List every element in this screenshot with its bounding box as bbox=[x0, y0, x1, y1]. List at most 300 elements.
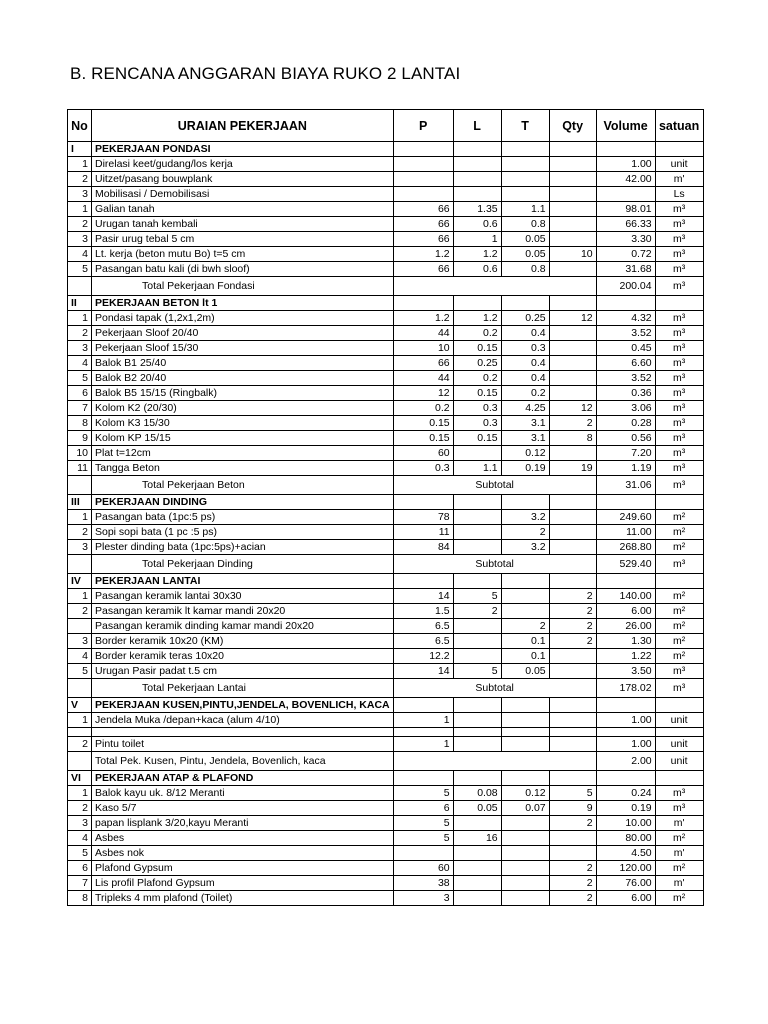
item-p: 78 bbox=[393, 510, 453, 525]
item-t: 0.3 bbox=[501, 341, 549, 356]
item-qty bbox=[549, 831, 596, 846]
empty-cell bbox=[549, 771, 596, 786]
subtotal-label: Subtotal bbox=[393, 679, 596, 698]
item-qty: 2 bbox=[549, 861, 596, 876]
table-row bbox=[68, 619, 704, 634]
item-l: 0.3 bbox=[453, 416, 501, 431]
item-t: 0.8 bbox=[501, 262, 549, 277]
item-unit: m² bbox=[655, 525, 703, 540]
item-qty: 2 bbox=[549, 816, 596, 831]
item-volume: 4.32 bbox=[596, 311, 655, 326]
table-row bbox=[68, 461, 704, 476]
item-t bbox=[501, 172, 549, 187]
empty-cell bbox=[596, 574, 655, 589]
item-description: Border keramik teras 10x20 bbox=[92, 649, 394, 664]
item-unit: m' bbox=[655, 876, 703, 891]
empty-cell bbox=[655, 296, 703, 311]
item-volume: 268.80 bbox=[596, 540, 655, 555]
item-unit: m' bbox=[655, 846, 703, 861]
item-description: Plat t=12cm bbox=[92, 446, 394, 461]
item-number: 8 bbox=[68, 416, 92, 431]
item-qty bbox=[549, 540, 596, 555]
empty-cell bbox=[501, 771, 549, 786]
section-number: I bbox=[68, 142, 92, 157]
item-l bbox=[453, 649, 501, 664]
item-number: 1 bbox=[68, 311, 92, 326]
item-l: 0.2 bbox=[453, 326, 501, 341]
item-qty: 2 bbox=[549, 619, 596, 634]
empty-cell bbox=[393, 296, 453, 311]
item-p: 6.5 bbox=[393, 634, 453, 649]
item-unit: m³ bbox=[655, 446, 703, 461]
item-number: 1 bbox=[68, 589, 92, 604]
item-p: 5 bbox=[393, 831, 453, 846]
item-unit: m³ bbox=[655, 801, 703, 816]
table-row bbox=[68, 510, 704, 525]
empty-cell bbox=[68, 728, 92, 737]
item-number: 10 bbox=[68, 446, 92, 461]
item-p: 6.5 bbox=[393, 619, 453, 634]
item-l bbox=[453, 187, 501, 202]
item-description: Pasangan keramik dinding kamar mandi 20x20 bbox=[92, 619, 394, 634]
item-t: 2 bbox=[501, 525, 549, 540]
item-number: 9 bbox=[68, 431, 92, 446]
item-volume: 98.01 bbox=[596, 202, 655, 217]
item-qty bbox=[549, 510, 596, 525]
item-t bbox=[501, 816, 549, 831]
item-volume: 11.00 bbox=[596, 525, 655, 540]
item-t bbox=[501, 157, 549, 172]
item-unit: m' bbox=[655, 172, 703, 187]
item-unit: m³ bbox=[655, 401, 703, 416]
item-volume: 10.00 bbox=[596, 816, 655, 831]
item-unit: m² bbox=[655, 589, 703, 604]
item-number: 5 bbox=[68, 664, 92, 679]
item-unit: m² bbox=[655, 604, 703, 619]
total-label: Total Pekerjaan Beton bbox=[92, 476, 394, 495]
item-description: Border keramik 10x20 (KM) bbox=[92, 634, 394, 649]
empty-cell bbox=[655, 728, 703, 737]
section-title: PEKERJAAN ATAP & PLAFOND bbox=[92, 771, 394, 786]
item-description: Galian tanah bbox=[92, 202, 394, 217]
item-t: 0.19 bbox=[501, 461, 549, 476]
item-number: 3 bbox=[68, 816, 92, 831]
item-l: 1.2 bbox=[453, 247, 501, 262]
item-l bbox=[453, 172, 501, 187]
item-number: 2 bbox=[68, 326, 92, 341]
item-t: 2 bbox=[501, 619, 549, 634]
item-unit: m² bbox=[655, 510, 703, 525]
item-l: 1.2 bbox=[453, 311, 501, 326]
empty-cell bbox=[501, 728, 549, 737]
item-qty bbox=[549, 371, 596, 386]
table-body bbox=[68, 142, 704, 906]
item-description: Direlasi keet/gudang/los kerja bbox=[92, 157, 394, 172]
item-description: Pasangan bata (1pc:5 ps) bbox=[92, 510, 394, 525]
header-p: P bbox=[393, 110, 453, 142]
item-t: 0.25 bbox=[501, 311, 549, 326]
item-l: 16 bbox=[453, 831, 501, 846]
item-qty bbox=[549, 664, 596, 679]
item-number: 3 bbox=[68, 634, 92, 649]
item-description: Mobilisasi / Demobilisasi bbox=[92, 187, 394, 202]
table-row bbox=[68, 540, 704, 555]
item-qty bbox=[549, 172, 596, 187]
total-volume: 178.02 bbox=[596, 679, 655, 698]
item-number: 4 bbox=[68, 247, 92, 262]
item-volume bbox=[596, 187, 655, 202]
item-description: Balok B1 25/40 bbox=[92, 356, 394, 371]
table-row bbox=[68, 187, 704, 202]
item-l bbox=[453, 634, 501, 649]
item-p: 66 bbox=[393, 262, 453, 277]
empty-cell bbox=[501, 698, 549, 713]
item-l: 5 bbox=[453, 664, 501, 679]
empty-cell bbox=[393, 495, 453, 510]
empty-cell bbox=[596, 771, 655, 786]
table-row bbox=[68, 202, 704, 217]
item-qty bbox=[549, 217, 596, 232]
table-row bbox=[68, 846, 704, 861]
item-number: 5 bbox=[68, 846, 92, 861]
item-qty: 2 bbox=[549, 634, 596, 649]
item-unit: m³ bbox=[655, 416, 703, 431]
table-row bbox=[68, 604, 704, 619]
item-unit: m² bbox=[655, 619, 703, 634]
item-volume: 0.28 bbox=[596, 416, 655, 431]
table-row bbox=[68, 664, 704, 679]
item-p: 3 bbox=[393, 891, 453, 906]
item-t: 0.4 bbox=[501, 326, 549, 341]
item-unit: m³ bbox=[655, 461, 703, 476]
item-volume: 1.22 bbox=[596, 649, 655, 664]
item-p: 66 bbox=[393, 202, 453, 217]
table-row bbox=[68, 386, 704, 401]
item-number: 1 bbox=[68, 157, 92, 172]
total-number bbox=[68, 555, 92, 574]
item-description: Pintu toilet bbox=[92, 737, 394, 752]
table-row bbox=[68, 801, 704, 816]
item-qty bbox=[549, 157, 596, 172]
item-p: 12 bbox=[393, 386, 453, 401]
empty-cell bbox=[453, 771, 501, 786]
section-title: PEKERJAAN LANTAI bbox=[92, 574, 394, 589]
item-volume: 0.56 bbox=[596, 431, 655, 446]
item-p: 5 bbox=[393, 816, 453, 831]
item-l: 5 bbox=[453, 589, 501, 604]
item-number: 6 bbox=[68, 861, 92, 876]
item-volume: 80.00 bbox=[596, 831, 655, 846]
item-unit: m² bbox=[655, 831, 703, 846]
item-number: 4 bbox=[68, 356, 92, 371]
empty-cell bbox=[92, 728, 394, 737]
item-unit: m³ bbox=[655, 311, 703, 326]
item-description: Pekerjaan Sloof 20/40 bbox=[92, 326, 394, 341]
total-unit: m³ bbox=[655, 277, 703, 296]
item-volume: 1.00 bbox=[596, 713, 655, 728]
spacer-row bbox=[68, 728, 704, 737]
total-unit: m³ bbox=[655, 679, 703, 698]
section-row bbox=[68, 698, 704, 713]
item-volume: 3.30 bbox=[596, 232, 655, 247]
section-title: PEKERJAAN PONDASI bbox=[92, 142, 394, 157]
item-qty: 2 bbox=[549, 604, 596, 619]
item-l: 1.35 bbox=[453, 202, 501, 217]
item-unit: m³ bbox=[655, 664, 703, 679]
item-unit: m³ bbox=[655, 386, 703, 401]
empty-cell bbox=[549, 574, 596, 589]
total-unit: m³ bbox=[655, 555, 703, 574]
item-l bbox=[453, 157, 501, 172]
item-volume: 6.60 bbox=[596, 356, 655, 371]
item-unit: m' bbox=[655, 816, 703, 831]
item-number: 7 bbox=[68, 401, 92, 416]
empty-cell bbox=[393, 698, 453, 713]
item-l bbox=[453, 816, 501, 831]
item-description: Pasir urug tebal 5 cm bbox=[92, 232, 394, 247]
item-p: 0.3 bbox=[393, 461, 453, 476]
item-qty bbox=[549, 232, 596, 247]
section-row bbox=[68, 296, 704, 311]
item-unit: m³ bbox=[655, 431, 703, 446]
item-p: 66 bbox=[393, 232, 453, 247]
item-p: 38 bbox=[393, 876, 453, 891]
item-unit: m² bbox=[655, 861, 703, 876]
empty-cell bbox=[655, 574, 703, 589]
empty-cell bbox=[655, 698, 703, 713]
item-t: 3.2 bbox=[501, 540, 549, 555]
item-number: 3 bbox=[68, 232, 92, 247]
empty-cell bbox=[501, 142, 549, 157]
item-description: Balok B2 20/40 bbox=[92, 371, 394, 386]
item-number: 7 bbox=[68, 876, 92, 891]
item-l bbox=[453, 540, 501, 555]
item-p: 60 bbox=[393, 446, 453, 461]
item-description: Pasangan keramik lantai 30x30 bbox=[92, 589, 394, 604]
item-description: Balok kayu uk. 8/12 Meranti bbox=[92, 786, 394, 801]
empty-cell bbox=[549, 495, 596, 510]
item-l: 0.2 bbox=[453, 371, 501, 386]
item-number bbox=[68, 619, 92, 634]
item-t: 4.25 bbox=[501, 401, 549, 416]
header-l: L bbox=[453, 110, 501, 142]
item-volume: 31.68 bbox=[596, 262, 655, 277]
item-number: 5 bbox=[68, 262, 92, 277]
item-l: 0.15 bbox=[453, 431, 501, 446]
table-row bbox=[68, 861, 704, 876]
header-satuan: satuan bbox=[655, 110, 703, 142]
item-number: 2 bbox=[68, 172, 92, 187]
item-number: 8 bbox=[68, 891, 92, 906]
item-volume: 1.00 bbox=[596, 157, 655, 172]
item-t bbox=[501, 604, 549, 619]
item-number: 3 bbox=[68, 187, 92, 202]
item-l: 1.1 bbox=[453, 461, 501, 476]
total-row bbox=[68, 752, 704, 771]
table-row bbox=[68, 891, 704, 906]
item-number: 4 bbox=[68, 831, 92, 846]
section-row bbox=[68, 142, 704, 157]
total-unit: m³ bbox=[655, 476, 703, 495]
item-qty bbox=[549, 846, 596, 861]
item-l: 0.15 bbox=[453, 341, 501, 356]
item-qty: 5 bbox=[549, 786, 596, 801]
empty-cell bbox=[549, 698, 596, 713]
item-qty bbox=[549, 356, 596, 371]
item-qty: 2 bbox=[549, 589, 596, 604]
item-number: 3 bbox=[68, 341, 92, 356]
total-volume: 529.40 bbox=[596, 555, 655, 574]
budget-table bbox=[67, 109, 704, 906]
item-volume: 3.52 bbox=[596, 371, 655, 386]
item-t: 0.05 bbox=[501, 232, 549, 247]
table-row bbox=[68, 341, 704, 356]
item-number: 1 bbox=[68, 713, 92, 728]
empty-cell bbox=[393, 728, 453, 737]
item-unit: m³ bbox=[655, 202, 703, 217]
table-row bbox=[68, 713, 704, 728]
total-number bbox=[68, 679, 92, 698]
header-qty: Qty bbox=[549, 110, 596, 142]
item-unit: m³ bbox=[655, 232, 703, 247]
section-row bbox=[68, 574, 704, 589]
item-description: Tripleks 4 mm plafond (Toilet) bbox=[92, 891, 394, 906]
item-number: 11 bbox=[68, 461, 92, 476]
empty-cell bbox=[453, 728, 501, 737]
item-p: 10 bbox=[393, 341, 453, 356]
item-unit: m³ bbox=[655, 371, 703, 386]
section-number: II bbox=[68, 296, 92, 311]
item-p: 11 bbox=[393, 525, 453, 540]
item-qty: 2 bbox=[549, 891, 596, 906]
empty-cell bbox=[549, 728, 596, 737]
item-unit: m² bbox=[655, 540, 703, 555]
item-description: Pondasi tapak (1,2x1,2m) bbox=[92, 311, 394, 326]
subtotal-label: Subtotal bbox=[393, 476, 596, 495]
section-row bbox=[68, 495, 704, 510]
total-number bbox=[68, 752, 92, 771]
item-qty: 10 bbox=[549, 247, 596, 262]
empty-cell bbox=[453, 296, 501, 311]
item-p: 66 bbox=[393, 217, 453, 232]
item-l: 0.3 bbox=[453, 401, 501, 416]
empty-cell bbox=[501, 574, 549, 589]
empty-cell bbox=[453, 574, 501, 589]
empty-cell bbox=[596, 296, 655, 311]
table-row bbox=[68, 401, 704, 416]
table-row bbox=[68, 326, 704, 341]
table-row bbox=[68, 446, 704, 461]
item-description: Urugan tanah kembali bbox=[92, 217, 394, 232]
item-t: 0.4 bbox=[501, 356, 549, 371]
item-p: 84 bbox=[393, 540, 453, 555]
table-row bbox=[68, 431, 704, 446]
section-title: PEKERJAAN BETON lt 1 bbox=[92, 296, 394, 311]
table-row bbox=[68, 786, 704, 801]
item-t: 0.07 bbox=[501, 801, 549, 816]
item-p: 0.15 bbox=[393, 416, 453, 431]
item-p: 44 bbox=[393, 326, 453, 341]
item-volume: 76.00 bbox=[596, 876, 655, 891]
section-number: V bbox=[68, 698, 92, 713]
item-p: 0.15 bbox=[393, 431, 453, 446]
item-description: Lt. kerja (beton mutu Bo) t=5 cm bbox=[92, 247, 394, 262]
total-volume: 200.04 bbox=[596, 277, 655, 296]
item-number: 2 bbox=[68, 737, 92, 752]
total-unit: unit bbox=[655, 752, 703, 771]
item-p: 44 bbox=[393, 371, 453, 386]
item-unit: unit bbox=[655, 737, 703, 752]
section-row bbox=[68, 771, 704, 786]
item-volume: 0.45 bbox=[596, 341, 655, 356]
item-qty: 19 bbox=[549, 461, 596, 476]
table-row bbox=[68, 311, 704, 326]
empty-cell bbox=[393, 574, 453, 589]
item-l bbox=[453, 861, 501, 876]
page-title: B. RENCANA ANGGARAN BIAYA RUKO 2 LANTAI bbox=[70, 64, 461, 83]
empty-cell bbox=[501, 495, 549, 510]
item-l bbox=[453, 446, 501, 461]
item-p: 66 bbox=[393, 356, 453, 371]
item-description: Asbes bbox=[92, 831, 394, 846]
item-description: Kolom K3 15/30 bbox=[92, 416, 394, 431]
empty-cell bbox=[655, 142, 703, 157]
item-volume: 1.00 bbox=[596, 737, 655, 752]
item-t: 3.1 bbox=[501, 431, 549, 446]
total-volume: 2.00 bbox=[596, 752, 655, 771]
item-unit: m³ bbox=[655, 341, 703, 356]
empty-cell bbox=[596, 728, 655, 737]
empty-cell bbox=[393, 142, 453, 157]
item-qty: 2 bbox=[549, 416, 596, 431]
item-l bbox=[453, 525, 501, 540]
item-volume: 6.00 bbox=[596, 891, 655, 906]
empty-cell bbox=[453, 495, 501, 510]
item-unit: m³ bbox=[655, 262, 703, 277]
item-p bbox=[393, 157, 453, 172]
item-p: 1.2 bbox=[393, 311, 453, 326]
item-unit: m³ bbox=[655, 217, 703, 232]
item-p: 5 bbox=[393, 786, 453, 801]
item-number: 1 bbox=[68, 786, 92, 801]
table-row bbox=[68, 157, 704, 172]
subtotal-label bbox=[393, 752, 596, 771]
item-volume: 66.33 bbox=[596, 217, 655, 232]
empty-cell bbox=[596, 142, 655, 157]
item-number: 2 bbox=[68, 801, 92, 816]
item-p: 14 bbox=[393, 589, 453, 604]
item-description: Plester dinding bata (1pc:5ps)+acian bbox=[92, 540, 394, 555]
item-p: 60 bbox=[393, 861, 453, 876]
item-volume: 140.00 bbox=[596, 589, 655, 604]
item-p: 1 bbox=[393, 737, 453, 752]
item-number: 1 bbox=[68, 510, 92, 525]
item-l bbox=[453, 619, 501, 634]
item-unit: Ls bbox=[655, 187, 703, 202]
item-qty: 12 bbox=[549, 401, 596, 416]
item-volume: 120.00 bbox=[596, 861, 655, 876]
item-description: Uitzet/pasang bouwplank bbox=[92, 172, 394, 187]
item-l bbox=[453, 713, 501, 728]
item-t bbox=[501, 187, 549, 202]
item-qty bbox=[549, 649, 596, 664]
item-p bbox=[393, 846, 453, 861]
header-uraian: URAIAN PEKERJAAN bbox=[92, 110, 394, 142]
item-description: Jendela Muka /depan+kaca (alum 4/10) bbox=[92, 713, 394, 728]
total-row bbox=[68, 679, 704, 698]
item-qty: 8 bbox=[549, 431, 596, 446]
item-description: Sopi sopi bata (1 pc :5 ps) bbox=[92, 525, 394, 540]
